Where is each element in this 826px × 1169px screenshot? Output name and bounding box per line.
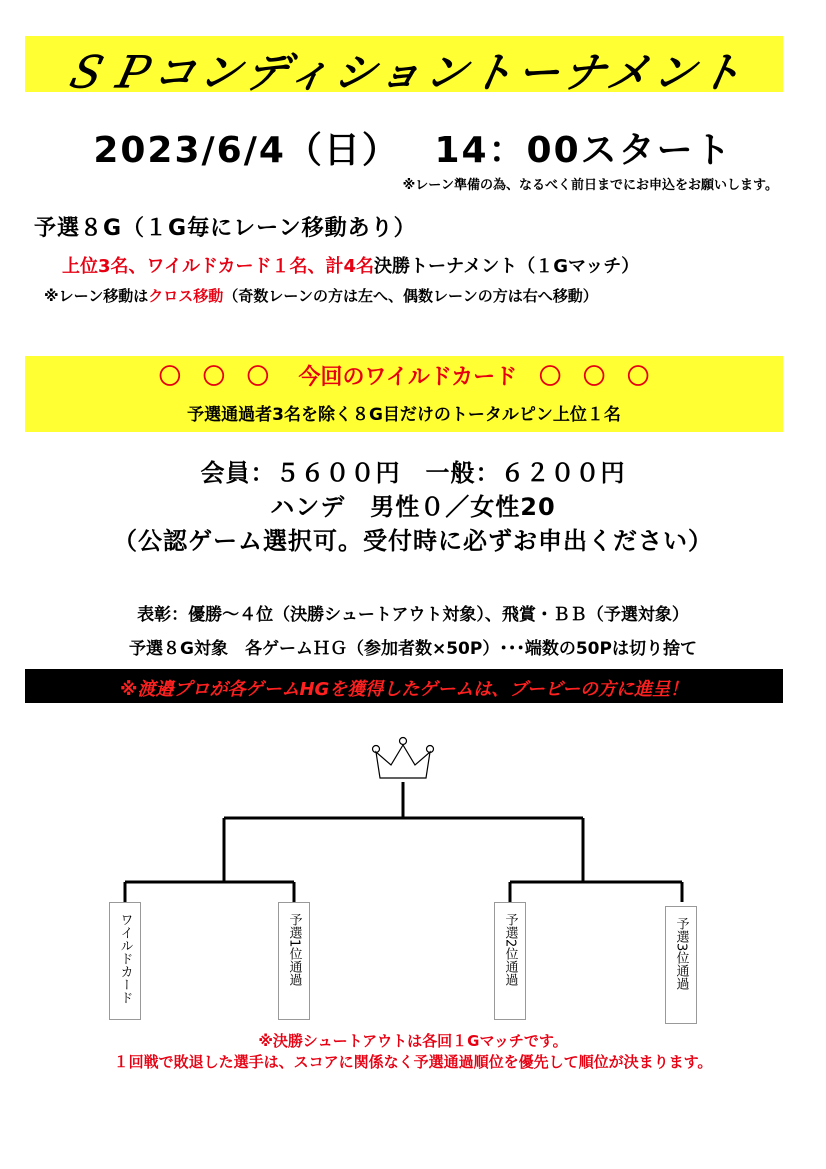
wildcard-description: 予選通過者3名を除く８G目だけのトータルピン上位１名 <box>187 405 621 425</box>
wildcard-heading: 〇 〇 〇 今回のワイルドカード 〇 〇 〇 <box>158 365 650 390</box>
prelim-title: 予選８G（１G毎にレーン移動あり） <box>34 216 417 241</box>
advance-red-text: 上位3名、ワイルドカード１名、計4名 <box>62 256 374 277</box>
slot-label: 予選1位通過 <box>286 913 302 987</box>
wildcard-box <box>25 356 783 432</box>
bracket-lines <box>125 782 682 902</box>
hg-banner <box>25 669 783 703</box>
bracket-slot-prelim-3 <box>665 906 697 1024</box>
lane-move-line <box>44 285 598 306</box>
crown-icon <box>373 738 434 779</box>
shootout-note: ※決勝シュートアウトは各回１Gマッチです。 <box>258 1032 568 1050</box>
advance-black-text: 決勝トーナメント（１Gマッチ） <box>373 256 640 277</box>
event-date-time: 2023/6/4（日） 14：00スタート <box>93 130 733 171</box>
move-suffix: （奇数レーンの方は左へ、偶数レーンの方は右へ移動） <box>223 287 598 305</box>
title-banner <box>25 36 783 97</box>
bracket-slot-prelim-1 <box>278 902 310 1020</box>
slot-label: 予選2位通過 <box>502 913 518 987</box>
fee-line: 会員：５６００円 一般：６２００円 <box>200 459 626 487</box>
official-game-line: （公認ゲーム選択可。受付時に必ずお申出ください） <box>113 527 713 555</box>
date-note: ※レーン準備の為、なるべく前日までにお申込をお願いします。 <box>402 178 778 193</box>
advance-line <box>62 252 639 278</box>
slot-label: 予選3位通過 <box>673 917 689 991</box>
page-title: ＳＰコンディショントーナメント <box>57 48 750 97</box>
slot-label: ワイルドカード <box>117 913 133 1004</box>
bracket-slot-wildcard <box>109 902 141 1020</box>
move-prefix: ※レーン移動は <box>44 287 149 305</box>
bracket-slot-prelim-2 <box>494 902 526 1020</box>
handicap-line: ハンデ 男性０／女性20 <box>270 493 556 521</box>
hg-line: 予選８G対象 各ゲームＨＧ（参加者数×50P）･･･端数の50Pは切り捨て <box>129 639 697 659</box>
ranking-note: １回戦で敗退した選手は、スコアに関係なく予選通過順位を優先して順位が決まります。 <box>113 1053 713 1071</box>
move-red-text: クロス移動 <box>148 287 224 305</box>
hg-banner-text: ※渡邉プロが各ゲームHGを獲得したゲームは、ブービーの方に進呈！ <box>119 679 689 700</box>
award-line: 表彰：優勝～４位（決勝シュートアウト対象）、飛賞・ＢＢ（予選対象） <box>137 605 689 625</box>
